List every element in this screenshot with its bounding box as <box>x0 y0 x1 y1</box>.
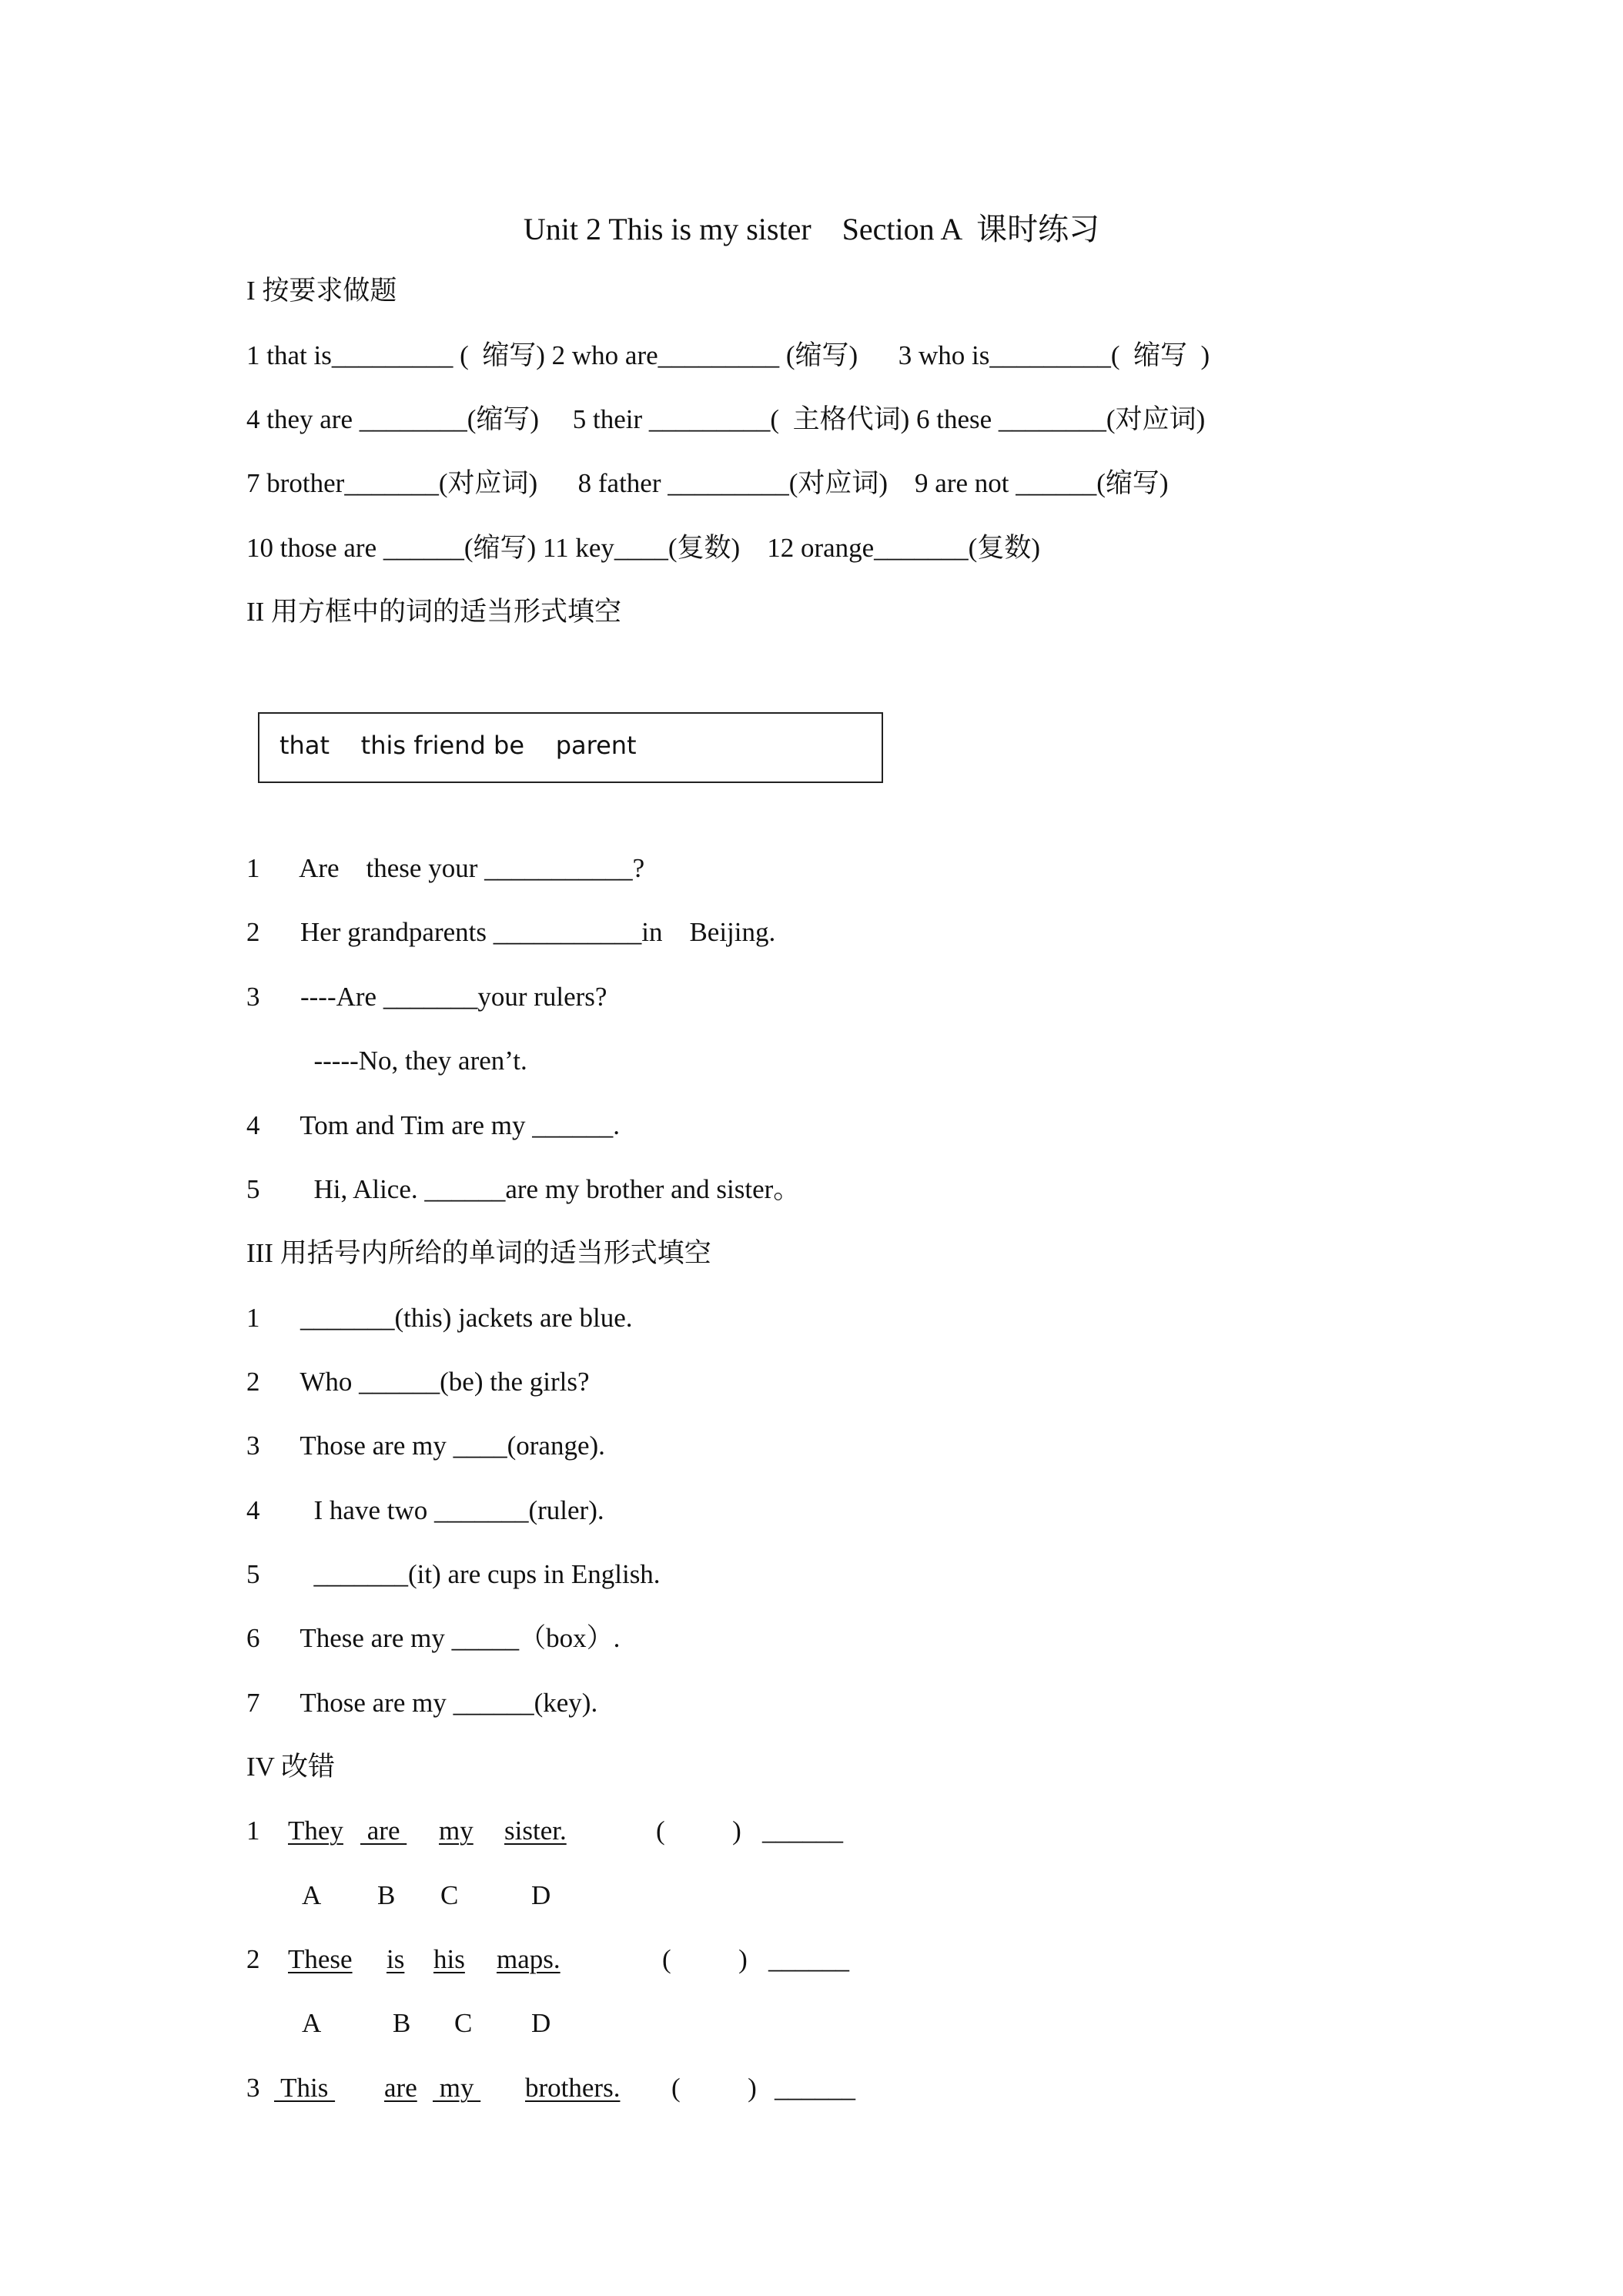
underlined-word-a: They <box>288 1816 343 1846</box>
part3-item: 4 I have two _______(ruler). <box>246 1495 604 1525</box>
item-number: 1 <box>246 1816 260 1846</box>
part3-item: 3 Those are my ____(orange). <box>246 1431 605 1461</box>
part1-heading: I 按要求做题 <box>246 276 397 306</box>
part1-row: 7 brother_______(对应词) 8 father _________(对应词) 9 are not ______(缩写) <box>246 468 1169 498</box>
word-box <box>258 712 883 783</box>
underlined-word-c: his <box>433 1944 465 1974</box>
correction-blank: ______ <box>775 2073 855 2103</box>
underlined-word-a: These <box>288 1944 353 1974</box>
part3-item: 5 _______(it) are cups in English. <box>246 1559 661 1589</box>
underlined-word-d: brothers. <box>525 2073 621 2103</box>
answer-parentheses: ( ) <box>662 1944 748 1974</box>
option-letter-c: C <box>440 1880 459 1910</box>
part2-item: -----No, they aren’t. <box>246 1046 527 1076</box>
underlined-word-d: sister. <box>504 1816 567 1846</box>
part3-heading: III 用括号内所给的单词的适当形式填空 <box>246 1238 711 1268</box>
underlined-word-d: maps. <box>497 1944 561 1974</box>
word-box-words: that this friend be parent <box>279 731 637 760</box>
part2-item: 3 ----Are _______your rulers? <box>246 982 607 1012</box>
option-letter-d: D <box>531 2008 551 2038</box>
option-letter-a: A <box>302 2008 322 2038</box>
underlined-word-b: are <box>360 1816 407 1846</box>
correction-blank: ______ <box>762 1816 843 1846</box>
option-letter-a: A <box>302 1880 322 1910</box>
part2-item: 1 Are these your ___________? <box>246 853 645 883</box>
part2-item: 5 Hi, Alice. ______are my brother and sister。 <box>246 1174 801 1204</box>
underlined-word-a: This <box>274 2073 336 2103</box>
item-number: 2 <box>246 1944 260 1974</box>
page-title: Unit 2 This is my sister Section A 课时练习 <box>523 212 1100 246</box>
part3-item: 1 _______(this) jackets are blue. <box>246 1303 633 1333</box>
underlined-word-c: my <box>433 2073 481 2103</box>
part1-row: 10 those are ______(缩写) 11 key____(复数) 12 orange_______(复数) <box>246 533 1040 563</box>
underlined-word-c: my <box>439 1816 474 1846</box>
part4-heading: IV 改错 <box>246 1752 336 1782</box>
item-number: 3 <box>246 2073 260 2103</box>
part2-item: 4 Tom and Tim are my ______. <box>246 1110 620 1140</box>
part1-row: 4 they are ________(缩写) 5 their _________( 主格代词) 6 these ________(对应词) <box>246 404 1206 434</box>
option-letter-b: B <box>393 2008 411 2038</box>
part2-item: 2 Her grandparents ___________in Beijing. <box>246 917 776 947</box>
option-letter-b: B <box>377 1880 396 1910</box>
part3-item: 6 These are my _____（box）. <box>246 1623 621 1653</box>
part3-item: 7 Those are my ______(key). <box>246 1688 598 1718</box>
answer-parentheses: ( ) <box>671 2073 757 2103</box>
answer-parentheses: ( ) <box>656 1816 741 1846</box>
correction-blank: ______ <box>768 1944 849 1974</box>
part3-item: 2 Who ______(be) the girls? <box>246 1367 590 1397</box>
underlined-word-b: is <box>387 1944 405 1974</box>
part1-row: 1 that is_________ ( 缩写) 2 who are_________ (缩写) 3 who is_________( 缩写 ) <box>246 340 1210 370</box>
underlined-word-b: are <box>384 2073 417 2103</box>
option-letter-d: D <box>531 1880 551 1910</box>
part2-heading: II 用方框中的词的适当形式填空 <box>246 597 622 627</box>
option-letter-c: C <box>454 2008 473 2038</box>
